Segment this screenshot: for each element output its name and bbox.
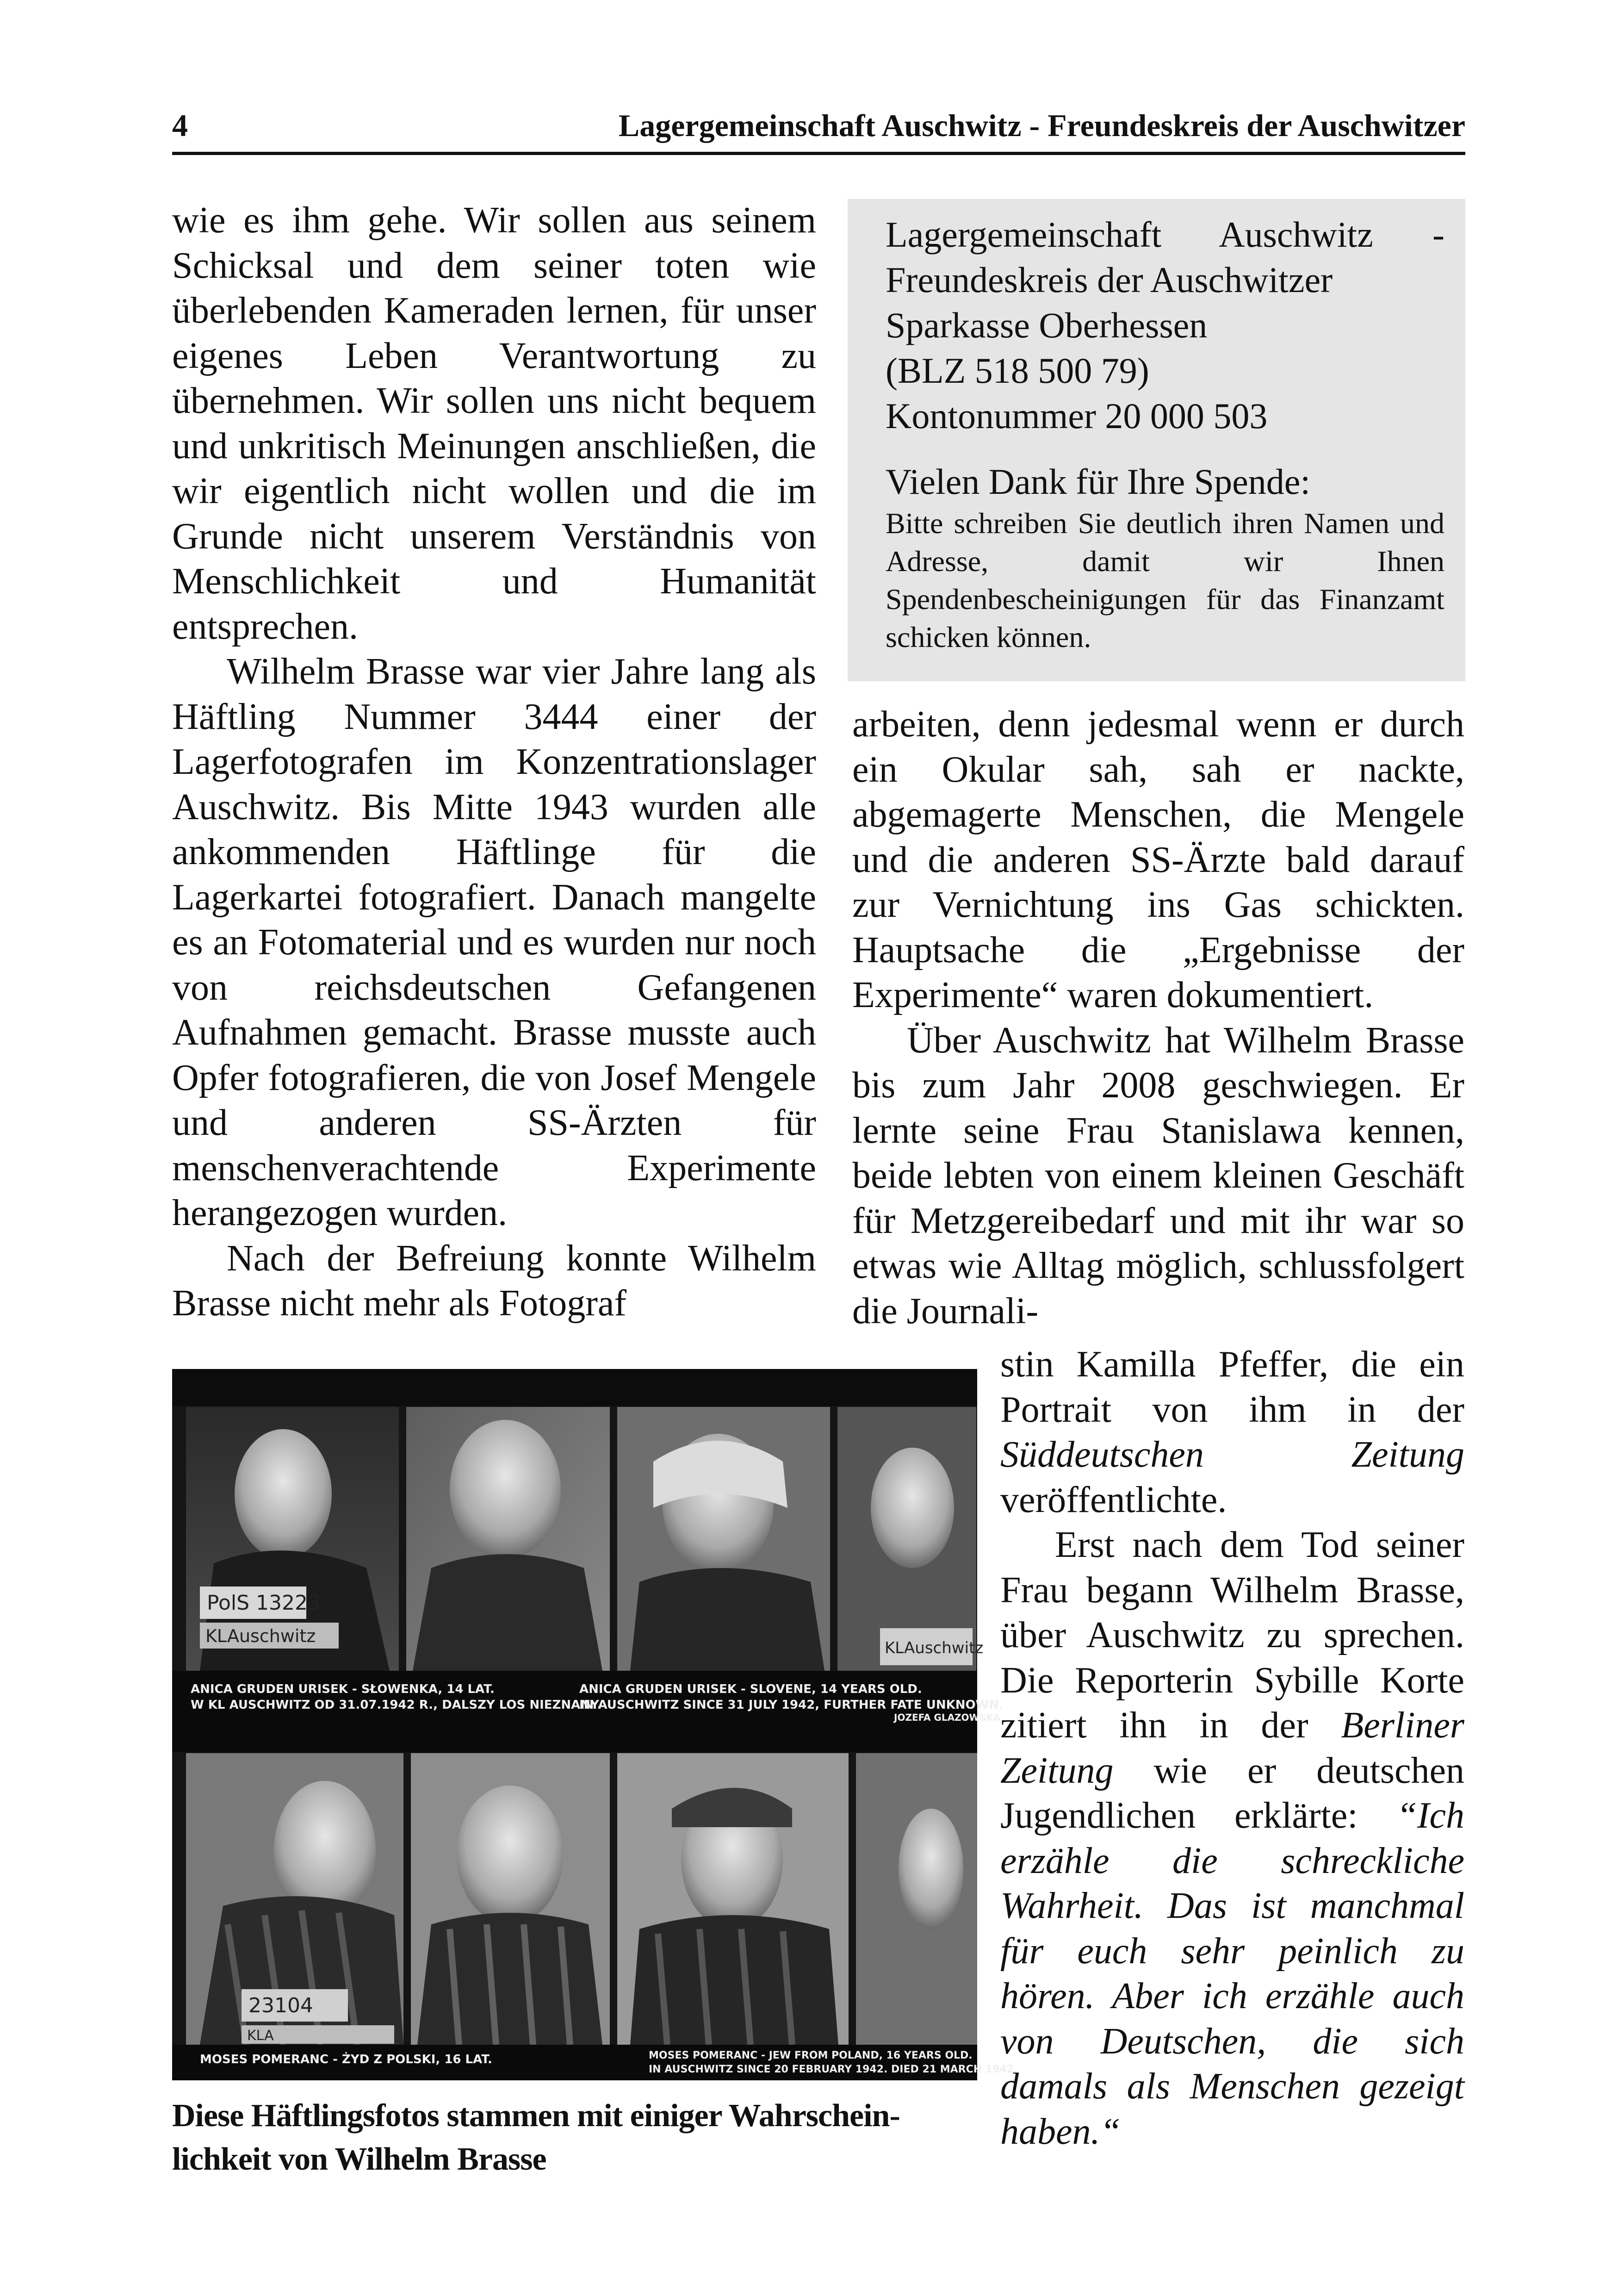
left-paragraph-2: Wilhelm Brasse war vier Jahre lang als Häftling Nummer 3444 einer der Lagerfotografen im Konzentrationslager Auschwitz. Bis Mitte 1943 wurden alle ankommenden Häftlinge für die Lagerkartei fotografiert. Danach mangelte es an Fotomaterial und es wurden nur noch von reichsdeutschen Gefangenen Aufnahmen gemacht. Brasse musste auch Opfer fotografieren, die von Josef Mengele und anderen SS-Ärzten für menschenverachtende Experimente herangezogen wurden. (172, 651, 816, 1233)
prisoner-photos-image (172, 1369, 1018, 2080)
right-column (852, 702, 1464, 1334)
caption-line-2: lichkeit von Wilhelm Brasse (172, 2141, 546, 2177)
running-header-title: Lagergemeinschaft Auschwitz - Freundeskreis der Auschwitzer (618, 108, 1465, 143)
label-2b: IN AUSCHWITZ SINCE 31 JULY 1942, FURTHER FATE UNKNOWN. (579, 1698, 1004, 1712)
nameplate-1b-text: KLAuschwitz (205, 1626, 316, 1646)
label-2a: ANICA GRUDEN URISEK - SLOVENE, 14 YEARS OLD. (579, 1682, 922, 1696)
right-column-wrap (1000, 1342, 1464, 2154)
right-paragraph-1: arbeiten, denn jedesmal wenn er durch ein Okular sah, sah er nackte, abgemagerte Menschen, die Mengele und die anderen SS-Ärzte bald darauf zur Vernichtung ins Gas schickten. Hauptsache die „Ergebnisse der Experimente“ waren dokumentiert. (852, 704, 1464, 1015)
caption-line-1: Diese Häftlingsfotos stammen mit einiger Wahrschein- (172, 2098, 900, 2134)
face-front-1 (450, 1420, 561, 1559)
newspaper-berliner: Berliner Zeitung (1000, 1705, 1464, 1791)
right-p3-a: Erst nach dem Tod seiner Frau begann Wilhelm Brasse, über Auschwitz zu sprechen. Die Reporterin Sybille Korte zitiert ihn in der (1000, 1524, 1464, 1746)
photo-caption (172, 2094, 977, 2181)
left-paragraph-1: wie es ihm gehe. Wir sollen aus seinem Schicksal und dem seiner toten wie überlebenden Kameraden lernen, für unser eigenes Leben Verantwortung zu übernehmen. Wir sollen uns nicht bequem und unkritisch Meinungen anschließen, die wir eigentlich nicht wollen und die im Grunde nicht unserem Verständnis von Menschlichkeit und Humanität entsprechen. (172, 200, 816, 647)
donation-note: Bitte schreiben Sie deutlich ihren Namen und Adresse, damit wir Ihnen Spendenbescheinigungen für das Finanzamt schicken können. (886, 507, 1444, 653)
page-number: 4 (172, 108, 188, 143)
right-p3-b: wie er deutschen Jugendlichen erklärte: (1000, 1750, 1464, 1836)
donation-box (848, 199, 1465, 681)
right-paragraph-2-continued (1000, 1342, 1464, 1523)
donation-account-details: Freundeskreis der Auschwitzer Sparkasse Oberhessen (BLZ 518 500 79) Kontonummer 20 000 503 (886, 260, 1333, 436)
face-front-2 (457, 1786, 563, 1924)
nameplate-5b-text: KLA (247, 2028, 274, 2044)
clothing-3 (630, 1568, 824, 1671)
donation-thanks: Vielen Dank für Ihre Spende: (886, 461, 1310, 502)
label-1b: W KL AUSCHWITZ OD 31.07.1942 R., DALSZY LOS NIEZNANY. (191, 1698, 602, 1712)
header-rule (172, 152, 1465, 155)
face-profile-1 (235, 1429, 332, 1559)
right-p2-cont-b: veröffentlichte. (1000, 1479, 1227, 1520)
right-paragraph-3 (1000, 1523, 1464, 2154)
striped-uniform-2 (417, 1913, 602, 2045)
clothing-2 (413, 1554, 602, 1671)
label-5a: MOSES POMERANC - JEW FROM POLAND, 16 YEARS OLD. (649, 2050, 973, 2061)
left-paragraph-3: Nach der Befreiung konnte Wilhelm Brasse nicht mehr als Fotograf (172, 1238, 816, 1324)
right-paragraph-2: Über Auschwitz hat Wilhelm Brasse bis zum Jahr 2008 geschwiegen. Er lernte seine Frau Stanislawa kennen, beide lebten von einem kleinen Geschäft für Metzgereibedarf und mit ihr war so etwas wie Alltag möglich, schlussfolgert die Journali- (852, 1020, 1464, 1332)
face-partial (871, 1448, 954, 1568)
donation-org-line: Lagergemeinschaft Auschwitz - (886, 214, 1444, 255)
nameplate-1-text: PolS 13223 (207, 1591, 321, 1615)
right-p2-cont-a: stin Kamilla Pfeffer, die ein Portrait von ihm in der (1000, 1344, 1464, 1430)
label-5b: IN AUSCHWITZ SINCE 20 FEBRUARY 1942. DIED 21 MARCH 1942. (649, 2064, 1018, 2075)
label-4: MOSES POMERANC - ŻYD Z POLSKI, 16 LAT. (200, 2053, 492, 2066)
left-column (172, 198, 816, 1326)
label-1a: ANICA GRUDEN URISEK - SŁOWENKA, 14 LAT. (191, 1682, 495, 1696)
newspaper-sueddeutsche: Süddeutschen Zeitung (1000, 1434, 1464, 1475)
brasse-quote: “Ich erzähle die schreckliche Wahrheit. Das ist manchmal für euch sehr peinlich zu hören. Aber ich erzähle auch von Deutschen, die sich damals als Menschen gezeigt haben.“ (1000, 1795, 1464, 2152)
label-3: JOZEFA GLAZOWSKA (894, 1712, 1000, 1723)
face-partial-2 (899, 1809, 963, 1929)
nameplate-5-text: 23104 (248, 1994, 313, 2017)
photo-top-strip (172, 1369, 977, 1406)
nameplate-4-text: KLAuschwitz (885, 1639, 984, 1657)
